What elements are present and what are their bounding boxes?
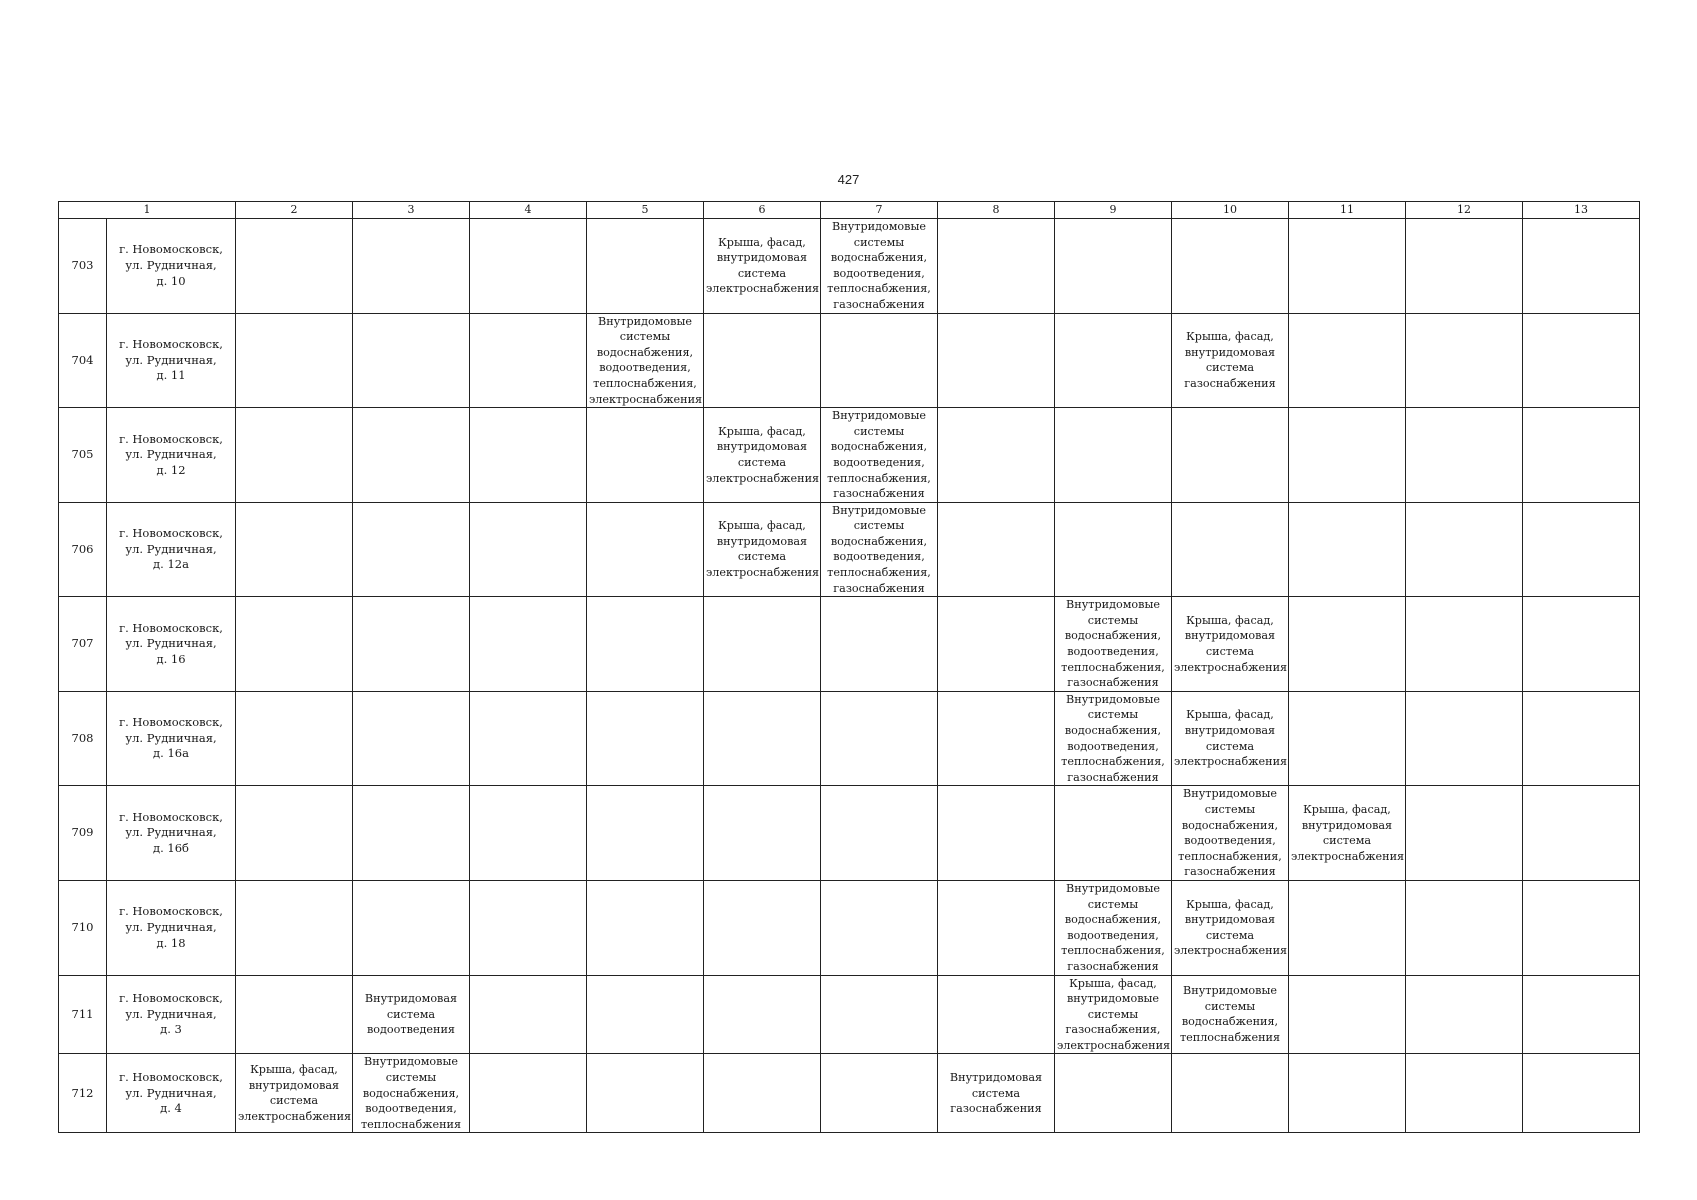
table-row	[59, 786, 1640, 881]
work-cell-col-12	[1406, 219, 1523, 314]
work-cell-col-11	[1289, 502, 1406, 597]
work-cell-col-8	[938, 786, 1055, 881]
work-cell-col-5	[587, 1054, 704, 1133]
work-cell-col-9: Внутридомовые системы водоснабжения, водоотведения, теплоснабжения, газоснабжения	[1055, 597, 1172, 692]
work-cell-col-7	[821, 1054, 938, 1133]
work-cell-col-8: Внутридомовая система газоснабжения	[938, 1054, 1055, 1133]
row-number: 707	[59, 597, 107, 692]
address-cell: г. Новомосковск, ул. Рудничная, д. 16	[107, 597, 236, 692]
work-cell-col-10: Крыша, фасад, внутридомовая система электроснабжения	[1172, 691, 1289, 786]
column-header-4: 4	[470, 202, 587, 219]
work-cell-col-8	[938, 313, 1055, 408]
work-cell-col-10	[1172, 1054, 1289, 1133]
work-cell-col-3	[353, 219, 470, 314]
work-cell-col-11	[1289, 597, 1406, 692]
work-cell-col-12	[1406, 313, 1523, 408]
work-cell-col-3	[353, 502, 470, 597]
address-cell: г. Новомосковск, ул. Рудничная, д. 16б	[107, 786, 236, 881]
work-cell-col-4	[470, 975, 587, 1054]
work-cell-col-2	[236, 219, 353, 314]
work-cell-col-8	[938, 691, 1055, 786]
work-cell-col-11	[1289, 975, 1406, 1054]
work-cell-col-3	[353, 691, 470, 786]
address-cell: г. Новомосковск, ул. Рудничная, д. 4	[107, 1054, 236, 1133]
table-row	[59, 691, 1640, 786]
works-schedule-table	[58, 201, 1640, 1133]
work-cell-col-6	[704, 880, 821, 975]
row-number: 709	[59, 786, 107, 881]
table-row	[59, 880, 1640, 975]
work-cell-col-3	[353, 786, 470, 881]
work-cell-col-12	[1406, 880, 1523, 975]
work-cell-col-13	[1523, 597, 1640, 692]
work-cell-col-10: Крыша, фасад, внутридомовая система газоснабжения	[1172, 313, 1289, 408]
work-cell-col-12	[1406, 408, 1523, 503]
column-header-8: 8	[938, 202, 1055, 219]
work-cell-col-2	[236, 502, 353, 597]
work-cell-col-8	[938, 502, 1055, 597]
work-cell-col-6	[704, 597, 821, 692]
work-cell-col-10: Внутридомовые системы водоснабжения, теплоснабжения	[1172, 975, 1289, 1054]
work-cell-col-5: Внутридомовые системы водоснабжения, водоотведения, теплоснабжения, электроснабжения	[587, 313, 704, 408]
work-cell-col-12	[1406, 786, 1523, 881]
work-cell-col-3	[353, 313, 470, 408]
work-cell-col-2	[236, 313, 353, 408]
work-cell-col-9: Внутридомовые системы водоснабжения, водоотведения, теплоснабжения, газоснабжения	[1055, 691, 1172, 786]
table-row	[59, 408, 1640, 503]
address-cell: г. Новомосковск, ул. Рудничная, д. 18	[107, 880, 236, 975]
row-number: 711	[59, 975, 107, 1054]
table-row	[59, 313, 1640, 408]
row-number: 710	[59, 880, 107, 975]
table-body	[59, 219, 1640, 1133]
work-cell-col-8	[938, 219, 1055, 314]
work-cell-col-6	[704, 313, 821, 408]
column-header-1: 1	[59, 202, 236, 219]
column-header-13: 13	[1523, 202, 1640, 219]
work-cell-col-11	[1289, 313, 1406, 408]
work-cell-col-2	[236, 975, 353, 1054]
work-cell-col-5	[587, 597, 704, 692]
work-cell-col-7	[821, 313, 938, 408]
column-header-11: 11	[1289, 202, 1406, 219]
work-cell-col-4	[470, 880, 587, 975]
work-cell-col-5	[587, 502, 704, 597]
work-cell-col-7	[821, 691, 938, 786]
column-header-3: 3	[353, 202, 470, 219]
work-cell-col-9	[1055, 502, 1172, 597]
work-cell-col-4	[470, 313, 587, 408]
work-cell-col-9	[1055, 786, 1172, 881]
work-cell-col-13	[1523, 786, 1640, 881]
column-header-7: 7	[821, 202, 938, 219]
row-number: 706	[59, 502, 107, 597]
work-cell-col-5	[587, 786, 704, 881]
work-cell-col-7: Внутридомовые системы водоснабжения, водоотведения, теплоснабжения, газоснабжения	[821, 502, 938, 597]
address-cell: г. Новомосковск, ул. Рудничная, д. 11	[107, 313, 236, 408]
work-cell-col-11	[1289, 691, 1406, 786]
work-cell-col-13	[1523, 313, 1640, 408]
work-cell-col-5	[587, 219, 704, 314]
work-cell-col-4	[470, 691, 587, 786]
work-cell-col-6: Крыша, фасад, внутридомовая система электроснабжения	[704, 502, 821, 597]
column-header-2: 2	[236, 202, 353, 219]
work-cell-col-3	[353, 408, 470, 503]
work-cell-col-6: Крыша, фасад, внутридомовая система электроснабжения	[704, 408, 821, 503]
work-cell-col-9	[1055, 408, 1172, 503]
table-row	[59, 502, 1640, 597]
table-row	[59, 975, 1640, 1054]
table-row	[59, 219, 1640, 314]
work-cell-col-9	[1055, 1054, 1172, 1133]
work-cell-col-3	[353, 880, 470, 975]
work-cell-col-13	[1523, 219, 1640, 314]
work-cell-col-4	[470, 1054, 587, 1133]
work-cell-col-6	[704, 1054, 821, 1133]
work-cell-col-7: Внутридомовые системы водоснабжения, водоотведения, теплоснабжения, газоснабжения	[821, 219, 938, 314]
work-cell-col-7	[821, 880, 938, 975]
work-cell-col-12	[1406, 691, 1523, 786]
work-cell-col-12	[1406, 975, 1523, 1054]
work-cell-col-11	[1289, 408, 1406, 503]
work-cell-col-12	[1406, 597, 1523, 692]
work-cell-col-5	[587, 408, 704, 503]
work-cell-col-10	[1172, 219, 1289, 314]
row-number: 708	[59, 691, 107, 786]
work-cell-col-10: Крыша, фасад, внутридомовая система электроснабжения	[1172, 880, 1289, 975]
column-header-9: 9	[1055, 202, 1172, 219]
work-cell-col-9: Внутридомовые системы водоснабжения, водоотведения, теплоснабжения, газоснабжения	[1055, 880, 1172, 975]
work-cell-col-9	[1055, 219, 1172, 314]
work-cell-col-8	[938, 880, 1055, 975]
work-cell-col-10: Внутридомовые системы водоснабжения, водоотведения, теплоснабжения, газоснабжения	[1172, 786, 1289, 881]
work-cell-col-12	[1406, 502, 1523, 597]
address-cell: г. Новомосковск, ул. Рудничная, д. 10	[107, 219, 236, 314]
work-cell-col-6	[704, 691, 821, 786]
work-cell-col-3: Внутридомовая система водоотведения	[353, 975, 470, 1054]
work-cell-col-2	[236, 597, 353, 692]
address-cell: г. Новомосковск, ул. Рудничная, д. 12	[107, 408, 236, 503]
table-row	[59, 1054, 1640, 1133]
work-cell-col-7: Внутридомовые системы водоснабжения, водоотведения, теплоснабжения, газоснабжения	[821, 408, 938, 503]
table-row	[59, 597, 1640, 692]
row-number: 703	[59, 219, 107, 314]
work-cell-col-13	[1523, 880, 1640, 975]
work-cell-col-12	[1406, 1054, 1523, 1133]
work-cell-col-11	[1289, 1054, 1406, 1133]
address-cell: г. Новомосковск, ул. Рудничная, д. 12а	[107, 502, 236, 597]
work-cell-col-8	[938, 975, 1055, 1054]
work-cell-col-13	[1523, 408, 1640, 503]
work-cell-col-8	[938, 408, 1055, 503]
work-cell-col-8	[938, 597, 1055, 692]
work-cell-col-11	[1289, 880, 1406, 975]
address-cell: г. Новомосковск, ул. Рудничная, д. 16а	[107, 691, 236, 786]
work-cell-col-5	[587, 691, 704, 786]
work-cell-col-5	[587, 880, 704, 975]
row-number: 705	[59, 408, 107, 503]
work-cell-col-10	[1172, 502, 1289, 597]
work-cell-col-7	[821, 786, 938, 881]
work-cell-col-13	[1523, 502, 1640, 597]
address-cell: г. Новомосковск, ул. Рудничная, д. 3	[107, 975, 236, 1054]
work-cell-col-11: Крыша, фасад, внутридомовая система электроснабжения	[1289, 786, 1406, 881]
work-cell-col-10	[1172, 408, 1289, 503]
column-header-6: 6	[704, 202, 821, 219]
work-cell-col-7	[821, 975, 938, 1054]
work-cell-col-2	[236, 880, 353, 975]
header-row	[59, 202, 1640, 219]
work-cell-col-6	[704, 975, 821, 1054]
column-header-5: 5	[587, 202, 704, 219]
work-cell-col-4	[470, 219, 587, 314]
table-header	[59, 202, 1640, 219]
work-cell-col-13	[1523, 691, 1640, 786]
work-cell-col-2	[236, 408, 353, 503]
row-number: 704	[59, 313, 107, 408]
column-header-10: 10	[1172, 202, 1289, 219]
work-cell-col-2: Крыша, фасад, внутридомовая система электроснабжения	[236, 1054, 353, 1133]
work-cell-col-13	[1523, 975, 1640, 1054]
work-cell-col-9	[1055, 313, 1172, 408]
work-cell-col-7	[821, 597, 938, 692]
work-cell-col-3	[353, 597, 470, 692]
work-cell-col-3: Внутридомовые системы водоснабжения, водоотведения, теплоснабжения	[353, 1054, 470, 1133]
work-cell-col-10: Крыша, фасад, внутридомовая система электроснабжения	[1172, 597, 1289, 692]
work-cell-col-4	[470, 502, 587, 597]
column-header-12: 12	[1406, 202, 1523, 219]
work-cell-col-9: Крыша, фасад, внутридомовые системы газоснабжения, электроснабжения	[1055, 975, 1172, 1054]
work-cell-col-5	[587, 975, 704, 1054]
work-cell-col-2	[236, 691, 353, 786]
work-cell-col-4	[470, 408, 587, 503]
page-number: 427	[837, 172, 860, 187]
work-cell-col-6: Крыша, фасад, внутридомовая система электроснабжения	[704, 219, 821, 314]
work-cell-col-4	[470, 786, 587, 881]
work-cell-col-2	[236, 786, 353, 881]
work-cell-col-6	[704, 786, 821, 881]
work-cell-col-11	[1289, 219, 1406, 314]
row-number: 712	[59, 1054, 107, 1133]
work-cell-col-4	[470, 597, 587, 692]
work-cell-col-13	[1523, 1054, 1640, 1133]
